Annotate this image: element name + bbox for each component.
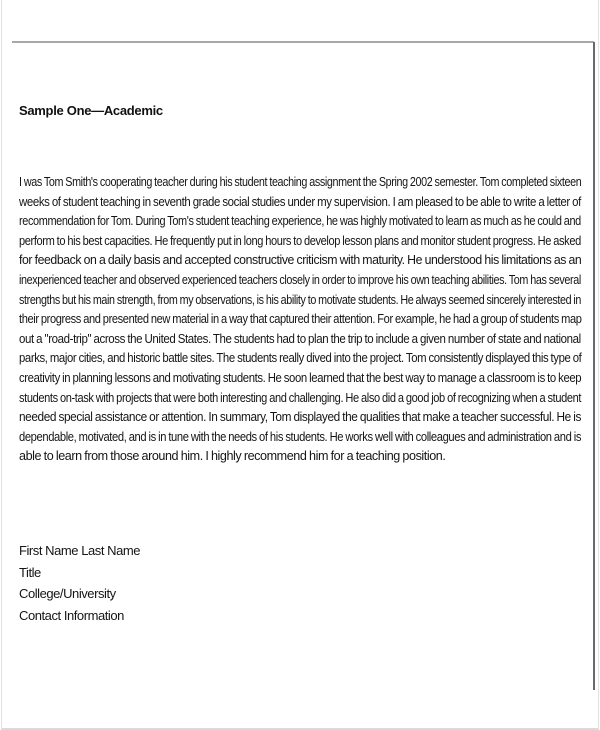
signature-block xyxy=(19,540,140,626)
body-line: for feedback on a daily basis and accepted constructive criticism with maturity. He understood his limitations as an xyxy=(19,252,582,268)
body-line: students on-task with projects that were both interesting and challenging. He also did a good job of recognizing when a student xyxy=(19,389,582,405)
body-line: their progress and presented new material in a way that captured their attention. For example, he had a group of students map xyxy=(19,311,582,327)
body-line: out a "road-trip" across the United States. The students had to plan the trip to include a given number of state and national xyxy=(19,330,581,346)
body-line: creativity in planning lessons and motivating students. He soon learned that the best way to manage a classroom is to keep xyxy=(19,369,582,385)
body-line: strengths but his main strength, from my observations, is his ability to motivate students. He always seemed sincerely interested in xyxy=(19,291,582,307)
top-horizontal-rule xyxy=(12,41,594,43)
body-line: dependable, motivated, and is in tune with the needs of his students. He works well with colleagues and administration and is xyxy=(19,428,582,444)
body-line: inexperienced teacher and observed experienced teachers closely in order to improve his own teaching abilities. Tom has several xyxy=(19,271,581,287)
body-line: able to learn from those around him. I highly recommend him for a teaching position. xyxy=(19,448,446,464)
letter-body xyxy=(19,172,599,466)
body-line: weeks of student teaching in seventh grade social studies under my supervision. I am pleased to be able to write a letter of xyxy=(19,193,581,209)
body-line: I was Tom Smith's cooperating teacher during his student teaching assignment the Spring 2002 semester. Tom completed sixteen xyxy=(19,174,582,189)
document-title: Sample One—Academic xyxy=(19,103,163,118)
body-line: parks, major cities, and historic battle sites. The students really dived into the project. Tom consistently displayed this type of xyxy=(19,350,582,366)
body-line: needed special assistance or attention. In summary, Tom displayed the qualities that make a teacher successful. He is xyxy=(19,409,581,425)
body-line: perform to his best capacities. He frequently put in long hours to develop lesson plans and monitor student progress. He asked xyxy=(19,232,581,248)
body-line: recommendation for Tom. During Tom's student teaching experience, he was highly motivated to learn as much as he could and xyxy=(19,213,581,229)
signer-title: Title xyxy=(19,564,41,580)
signer-institution: College/University xyxy=(19,586,116,601)
signer-contact: Contact Information xyxy=(19,607,124,623)
signer-name: First Name Last Name xyxy=(19,543,141,558)
